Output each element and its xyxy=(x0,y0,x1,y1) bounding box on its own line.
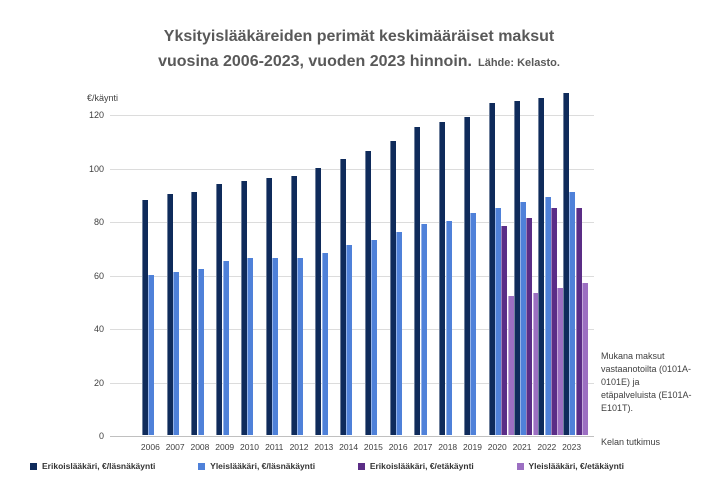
legend-swatch xyxy=(30,463,37,470)
x-tick-label: 2020 xyxy=(487,442,507,452)
x-tick-label: 2008 xyxy=(190,442,210,452)
legend-swatch xyxy=(517,463,524,470)
x-tick-label: 2022 xyxy=(537,442,557,452)
bar xyxy=(223,261,229,435)
x-tick-label: 2021 xyxy=(512,442,532,452)
y-axis-title: €/käynti xyxy=(86,93,118,103)
bar xyxy=(291,176,297,435)
legend-label: Erikoislääkäri, €/läsnäkäynti xyxy=(42,461,156,471)
bar xyxy=(371,240,377,435)
bar xyxy=(501,226,507,435)
y-tick-label: 0 xyxy=(98,431,104,441)
bar xyxy=(191,192,197,435)
bar xyxy=(266,178,272,435)
bar xyxy=(489,103,495,435)
bar xyxy=(576,208,582,435)
annotation-note: Mukana maksut vastaanotoilta (0101A-0101E) ja etäpalveluista (E101A-E101T). xyxy=(601,351,692,413)
legend-swatch xyxy=(358,463,365,470)
legend-item xyxy=(358,461,474,471)
bar xyxy=(142,200,148,435)
bar xyxy=(421,224,427,435)
bar xyxy=(563,93,569,435)
legend-item xyxy=(30,461,155,471)
bar xyxy=(173,272,179,435)
bar xyxy=(346,245,352,435)
grid-line xyxy=(110,115,594,116)
legend xyxy=(30,461,624,471)
bar xyxy=(551,208,557,435)
chart-title xyxy=(0,24,718,76)
x-tick-label: 2013 xyxy=(314,442,334,452)
x-tick-label: 2017 xyxy=(413,442,433,452)
x-tick-label: 2007 xyxy=(165,442,185,452)
bar xyxy=(241,181,247,435)
bar xyxy=(414,127,420,435)
bar xyxy=(545,197,551,435)
y-tick-label: 20 xyxy=(93,377,104,388)
legend-item xyxy=(198,461,315,471)
x-tick-label: 2014 xyxy=(339,442,359,452)
x-tick-label: 2019 xyxy=(463,442,482,452)
bar xyxy=(538,98,544,435)
bar xyxy=(216,184,222,435)
bar xyxy=(439,122,445,435)
bar xyxy=(526,218,532,435)
chart-title-line2: vuosina 2006-2023, vuoden 2023 hinnoin. Lähde: Kelasto. xyxy=(158,53,560,70)
bar xyxy=(390,141,396,435)
x-tick-label: 2023 xyxy=(562,442,582,452)
bar xyxy=(272,258,278,435)
legend-label: Yleislääkäri, €/etäkäynti xyxy=(528,461,624,471)
x-tick-label: 2012 xyxy=(289,442,309,452)
bar xyxy=(198,269,204,435)
bar xyxy=(297,258,303,435)
bar xyxy=(322,253,328,435)
x-tick-label: 2006 xyxy=(140,442,160,452)
x-tick-label: 2009 xyxy=(215,442,235,452)
y-tick-label: 60 xyxy=(93,270,104,281)
bar xyxy=(582,283,588,435)
bar xyxy=(148,275,154,436)
bar xyxy=(495,208,501,435)
y-tick-label: 120 xyxy=(88,110,104,120)
legend-item xyxy=(517,461,624,471)
grid-line xyxy=(110,169,594,170)
chart-title-line1: Yksityislääkäreiden perimät keskimääräiset maksut xyxy=(163,28,555,45)
bar xyxy=(396,232,402,435)
bar xyxy=(446,221,452,435)
legend-label: Erikoislääkäri, €/etäkäynti xyxy=(369,461,474,471)
x-tick-label: 2018 xyxy=(438,442,458,452)
x-tick-label: 2015 xyxy=(363,442,383,452)
bar xyxy=(315,168,321,436)
x-axis-line xyxy=(110,436,594,437)
bar xyxy=(167,194,173,435)
legend-swatch xyxy=(198,463,205,470)
x-tick-label: 2011 xyxy=(265,442,284,452)
bar xyxy=(247,258,253,435)
y-tick-label: 100 xyxy=(88,163,104,174)
y-tick-label: 80 xyxy=(93,217,104,227)
legend-label: Yleislääkäri, €/läsnäkäynti xyxy=(210,461,316,471)
y-tick-label: 40 xyxy=(93,324,104,334)
bar xyxy=(464,117,470,435)
bar xyxy=(520,202,526,435)
x-tick-label: 2016 xyxy=(388,442,408,452)
bar xyxy=(514,101,520,435)
bar xyxy=(569,192,575,435)
bar xyxy=(340,159,346,435)
footer-note: Kelan tutkimus xyxy=(601,437,661,447)
bar xyxy=(470,213,476,435)
chart-source: Lähde: Kelasto. xyxy=(477,57,560,69)
x-tick-label: 2010 xyxy=(240,442,259,452)
bar xyxy=(365,151,371,435)
